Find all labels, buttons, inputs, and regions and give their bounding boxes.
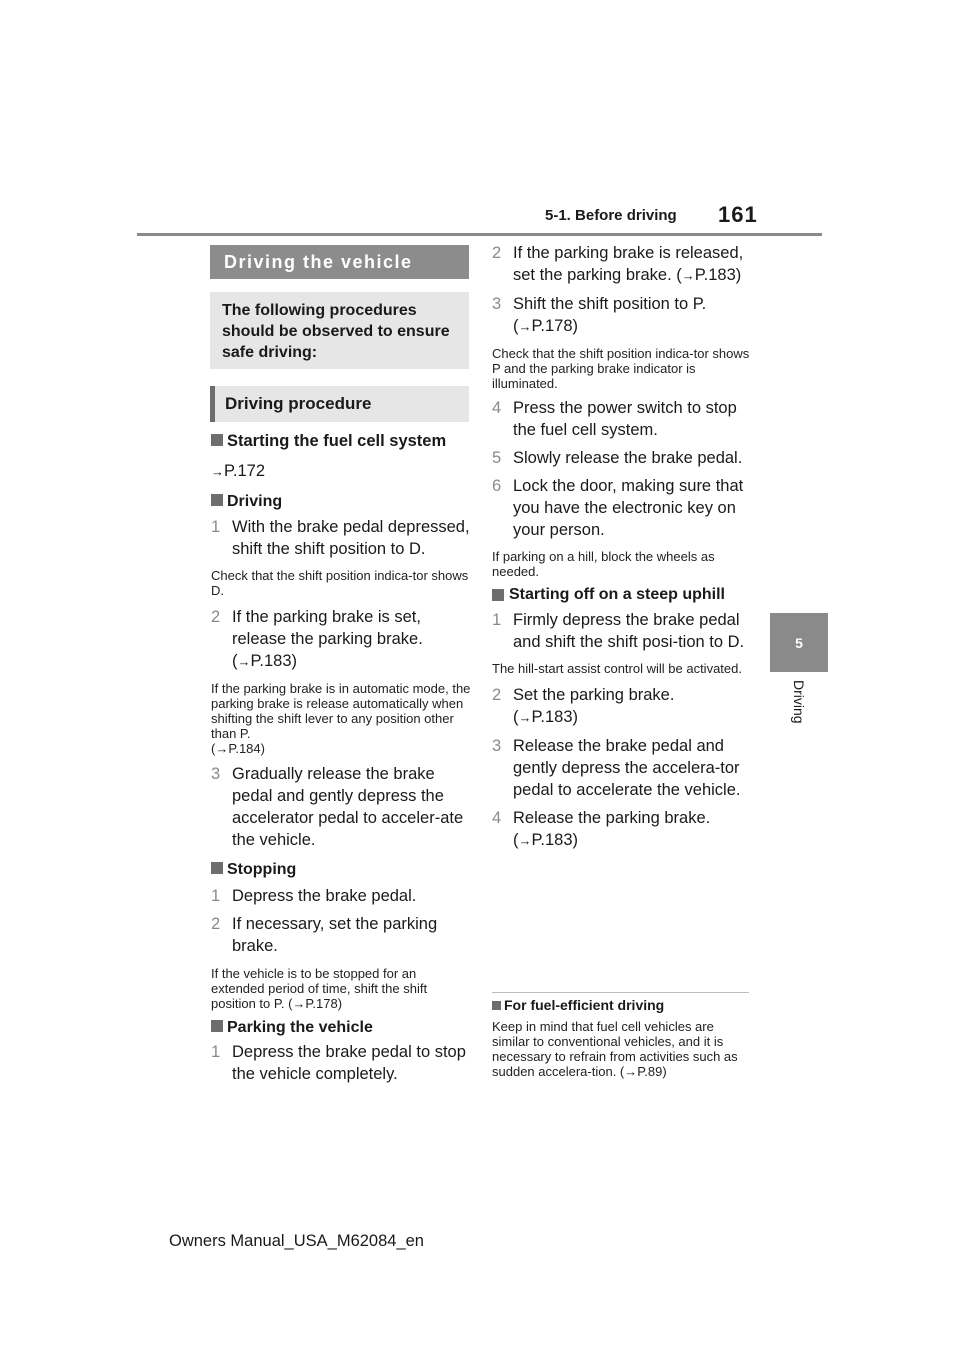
uphill-heading: Starting off on a steep uphill: [492, 584, 750, 606]
page-reference[interactable]: P.183: [531, 708, 573, 726]
chapter-tab[interactable]: [770, 613, 828, 672]
page-reference[interactable]: P.178: [531, 317, 573, 335]
page-reference[interactable]: P.183: [250, 652, 292, 670]
list-item: 2 Set the parking brake. (→P.183): [492, 686, 675, 726]
page-number: 161: [718, 202, 758, 227]
arrow-right-icon: →: [237, 654, 251, 669]
list-item: 2 If the parking brake is released, set the parking brake. (→P.183): [492, 244, 744, 284]
square-bullet-icon: [211, 862, 223, 874]
list-item: 3 Shift the shift position to P. (→P.178): [492, 295, 707, 335]
note-text: If parking on a hill, block the wheels as needed.: [492, 549, 715, 579]
list-item: 1 With the brake pedal depressed, shift the shift position to D.: [211, 518, 470, 558]
note-text: The hill-start assist control will be activated.: [492, 661, 742, 676]
note-text: Keep in mind that fuel cell vehicles are similar to conventional vehicles, and it is necessary to refrain from activities such as sudden accelera-tion. (→P.89): [492, 1019, 738, 1079]
stopping-heading: Stopping: [211, 859, 473, 881]
arrow-right-icon: →: [215, 741, 229, 756]
note-divider: [492, 992, 749, 993]
square-bullet-icon: [211, 494, 223, 506]
list-item: 4 Press the power switch to stop the fuel cell system.: [492, 399, 737, 439]
square-bullet-icon: [211, 434, 223, 446]
section-title: 5-1. Before driving: [545, 207, 677, 224]
list-item: 4 Release the parking brake. (→P.183): [492, 809, 711, 849]
arrow-right-icon: →: [211, 464, 224, 479]
list-item: 3 Gradually release the brake pedal and gently depress the accelerator pedal to acceler-ate the vehicle.: [211, 765, 464, 849]
arrow-right-icon: →: [518, 833, 532, 848]
note-text: If the vehicle is to be stopped for an extended period of time, shift the shift position to P. (→P.178): [211, 966, 428, 1011]
page-reference[interactable]: P.184: [228, 741, 261, 756]
note-text: If the parking brake is in automatic mode, the parking brake is release automatically when shifting the shift lever to any position other than P. (→P.184): [211, 681, 471, 756]
note-text: Check that the shift position indica-tor shows D.: [211, 568, 469, 598]
arrow-right-icon: →: [624, 1064, 638, 1079]
list-item: 5 Slowly release the brake pedal.: [492, 449, 743, 467]
start-heading: Starting the fuel cell system: [211, 430, 473, 452]
page-reference[interactable]: P.178: [305, 996, 338, 1011]
parking-heading: Parking the vehicle: [211, 1017, 473, 1039]
driving-heading: Driving: [211, 491, 473, 513]
start-reference[interactable]: →P.172: [211, 462, 265, 480]
arrow-right-icon: →: [518, 319, 532, 334]
right-column: [492, 242, 750, 852]
list-item: 2 If necessary, set the parking brake.: [211, 915, 438, 955]
square-bullet-icon: [492, 589, 504, 601]
arrow-right-icon: →: [292, 996, 306, 1011]
list-item: 6 Lock the door, making sure that you have the electronic key on your person.: [492, 477, 744, 539]
procedure-heading: Driving procedure: [210, 386, 469, 422]
list-item: 3 Release the brake pedal and gently depress the accelera-tor pedal to accelerate the vehicle.: [492, 737, 741, 799]
square-bullet-icon: [211, 1020, 223, 1032]
list-item: 1 Depress the brake pedal to stop the vehicle completely.: [211, 1043, 466, 1083]
intro-box: The following procedures should be observed to ensure safe driving:: [210, 292, 469, 369]
list-item: 2 If the parking brake is set, release the parking brake. (→P.183): [211, 608, 423, 670]
list-item: 1 Firmly depress the brake pedal and shift the shift posi-tion to D.: [492, 611, 745, 651]
left-column: [211, 430, 473, 1085]
chapter-number: 5: [795, 634, 803, 651]
chapter-label: Driving: [791, 680, 807, 724]
section-heading: Driving the vehicle: [210, 245, 469, 279]
page-reference[interactable]: P.183: [694, 266, 736, 284]
page-reference[interactable]: P.89: [637, 1064, 663, 1079]
footer-text: Owners Manual_USA_M62084_en: [169, 1232, 424, 1250]
fuel-note: [492, 997, 748, 1079]
square-bullet-icon: [492, 1001, 501, 1010]
header-rule: [137, 233, 822, 236]
arrow-right-icon: →: [681, 268, 695, 283]
list-item: 1 Depress the brake pedal.: [211, 887, 417, 905]
arrow-right-icon: →: [518, 710, 532, 725]
page-reference[interactable]: P.183: [531, 831, 573, 849]
note-text: Check that the shift position indica-tor shows P and the parking brake indicator is illuminated.: [492, 346, 750, 391]
fuel-note-heading: For fuel-efficient driving: [492, 997, 748, 1014]
